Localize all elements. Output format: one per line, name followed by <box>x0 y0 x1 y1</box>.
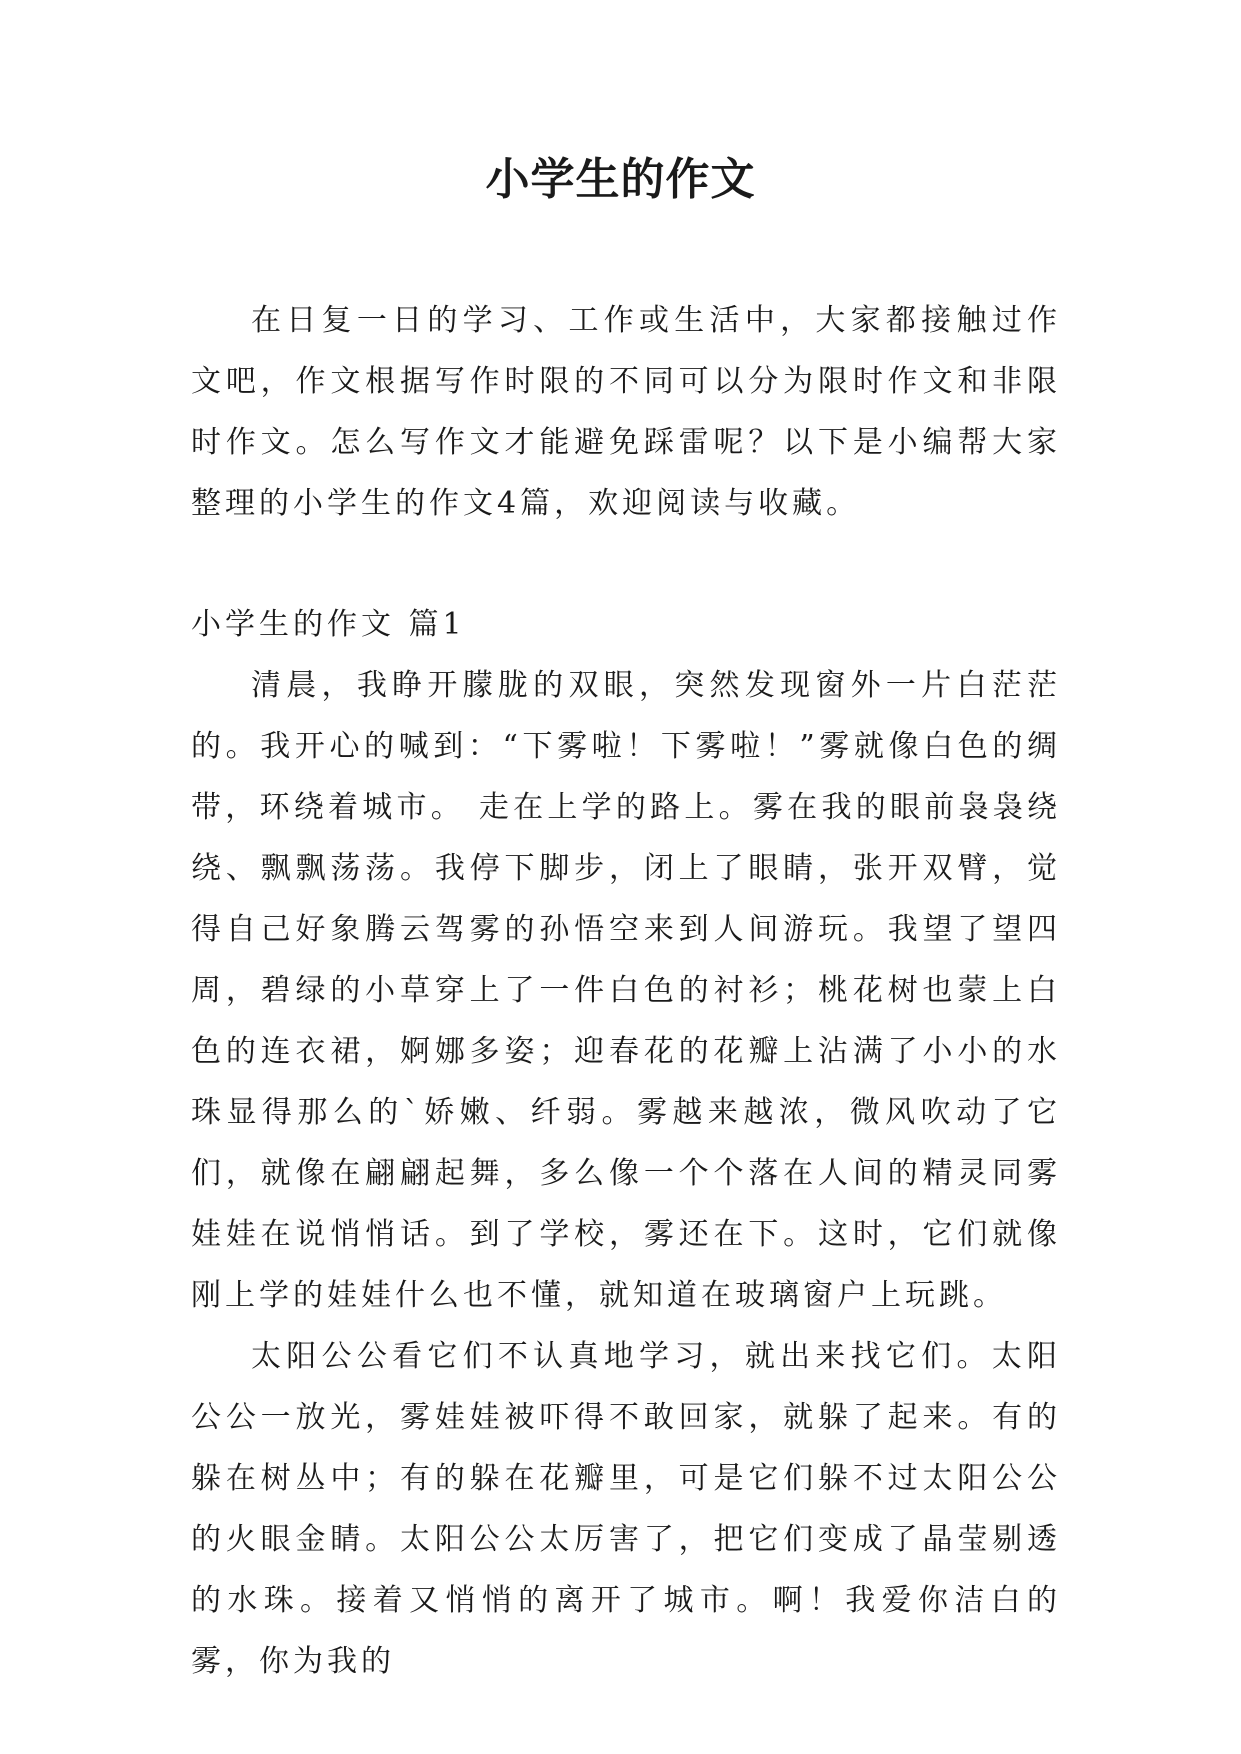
section-heading: 小学生的作文 篇1 <box>191 607 466 642</box>
body-paragraph: 太阳公公看它们不认真地学习，就出来找它们。太阳公公一放光，雾娃娃被吓得不敢回家，就躲了起来。有的躲在树丛中；有的躲在花瓣里，可是它们躲不过太阳公公的火眼金睛。太阳公公太厉害了，把它们变成了晶莹剔透的水珠。接着又悄悄的离开了城市。啊！我爱你洁白的雾，你为我的 <box>191 1339 1061 1679</box>
body-paragraph: 清晨，我睁开朦胧的双眼，突然发现窗外一片白茫茫的。我开心的喊到：“下雾啦！下雾啦！”雾就像白色的绸带，环绕着城市。 走在上学的路上。雾在我的眼前袅袅绕绕、飘飘荡荡。我停下脚步，闭上了眼睛，张开双臂，觉得自己好象腾云驾雾的孙悟空来到人间游玩。我望了望四周，碧绿的小草穿上了一件白色的衬衫；桃花树也蒙上白色的连衣裙，婀娜多姿；迎春花的花瓣上沾满了小小的水珠显得那么的`娇嫩、纤弱。雾越来越浓，微风吹动了它们，就像在翩翩起舞，多么像一个个落在人间的精灵同雾娃娃在说悄悄话。到了学校，雾还在下。这时，它们就像刚上学的娃娃什么也不懂，就知道在玻璃窗户上玩跳。 <box>191 668 1061 1313</box>
intro-paragraph: 在日复一日的学习、工作或生活中，大家都接触过作文吧，作文根据写作时限的不同可以分为限时作文和非限时作文。怎么写作文才能避免踩雷呢？以下是小编帮大家整理的小学生的作文4篇，欢迎阅读与收藏。 <box>191 303 1061 521</box>
document-title: 小学生的作文 <box>485 154 756 205</box>
document-body <box>191 290 1061 1692</box>
